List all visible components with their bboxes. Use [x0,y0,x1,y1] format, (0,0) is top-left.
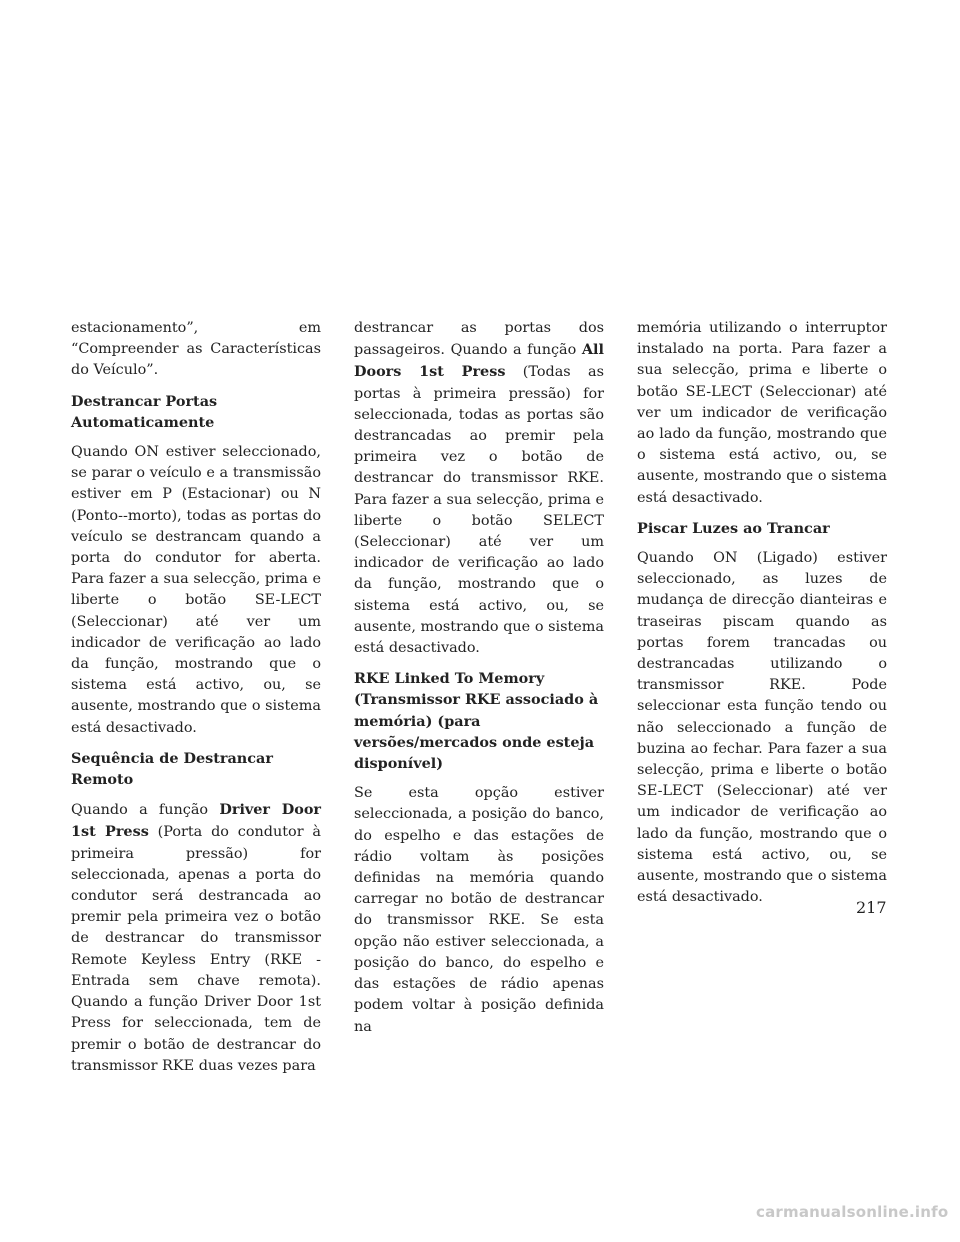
paragraph-piscar-luzes: Quando ON (Ligado) estiver seleccionado, as luzes de mudança de direcção dianteiras e traseiras piscam quando as portas forem trancadas ou destrancadas utilizando o transmissor RKE. Pode seleccionar esta função tendo ou não seleccionado a função de buzina ao fechar. Para fazer a sua selecção, prima e liberte o botão SE-LECT (Seleccionar) até ver um indicador de verificação ao lado da função, mostrando que o sistema está activo, ou, se ausente, mostrando que o sistema está desactivado. [637,550,887,906]
text-span: Quando a função [71,802,220,819]
text-span: (Porta do condutor à primeira pressão) for seleccionada, apenas a porta do condutor será destrancada ao premir pela primeira vez o botão de destrancar do transmissor Remote Keyless Entry (RKE - Entrada sem chave remota). Quando a função Driver Door 1st Press for seleccionada, tem de premir o botão de destrancar do transmissor RKE duas vezes para [71,824,321,1074]
text-span: destrancar as portas dos passageiros. Quando a função [354,320,604,359]
text-column-1 [71,318,321,1086]
paragraph-destrancar-portas: Quando ON estiver seleccionado, se parar o veículo e a transmissão estiver em P (Estacionar) ou N (Ponto--morto), todas as portas do veículo se destrancam quando a porta do condutor for aberta. Para fazer a sua selecção, prima e liberte o botão SE-LECT (Seleccionar) até ver um indicador de verificação ao lado da função, mostrando que o sistema está activo, ou, se ausente, mostrando que o sistema está desactivado. [71,444,321,736]
paragraph-rke-linked-memory: Se esta opção estiver seleccionada, a posição do banco, do espelho e das estações de rádio voltam às posições definidas na memória quando carregar no botão de destrancar do transmissor RKE. Se esta opção não estiver seleccionada, a posição do banco, do espelho e das estações de rádio apenas podem voltar à posição definida na [354,785,604,1035]
bold-term: Driver Door 1st Press [71,801,321,841]
page-number: 217 [856,898,887,917]
text-column-3 [637,318,887,917]
text-span: (Todas as portas à primeira pressão) for seleccionada, todas as portas são destrancadas ao premir pela primeira vez o botão de destrancar do transmissor RKE. Para fazer a sua selecção, prima e liberte o botão SELECT (Seleccionar) até ver um indicador de verificação ao lado da função, mostrando que o sistema está activo, ou, se ausente, mostrando que o sistema está desactivado. [354,364,604,657]
heading-rke-linked-memory: RKE Linked To Memory (Transmissor RKE associado à memória) (para versões/mercados onde esteja disponível) [354,670,599,773]
heading-piscar-luzes: Piscar Luzes ao Trancar [637,519,830,537]
text-column-2 [354,318,604,1047]
paragraph-memoria: memória utilizando o interruptor instalado na porta. Para fazer a sua selecção, prima e liberte o botão SE-LECT (Seleccionar) até ver um indicador de verificação ao lado da função, mostrando que o sistema está activo, ou, se ausente, mostrando que o sistema está desactivado. [637,320,887,506]
heading-destrancar-portas: Destrancar Portas Automaticamente [71,392,218,431]
continuation-paragraph: estacionamento”, em “Compreender as Características do Veículo”. [71,320,321,379]
paragraph-sequencia-destrancar [71,799,321,1077]
bold-term: All Doors 1st Press [354,341,604,381]
heading-sequencia-destrancar: Sequência de Destrancar Remoto [71,749,273,789]
paragraph-all-doors [354,318,604,659]
watermark-text: carmanualsonline.info [756,1203,949,1221]
